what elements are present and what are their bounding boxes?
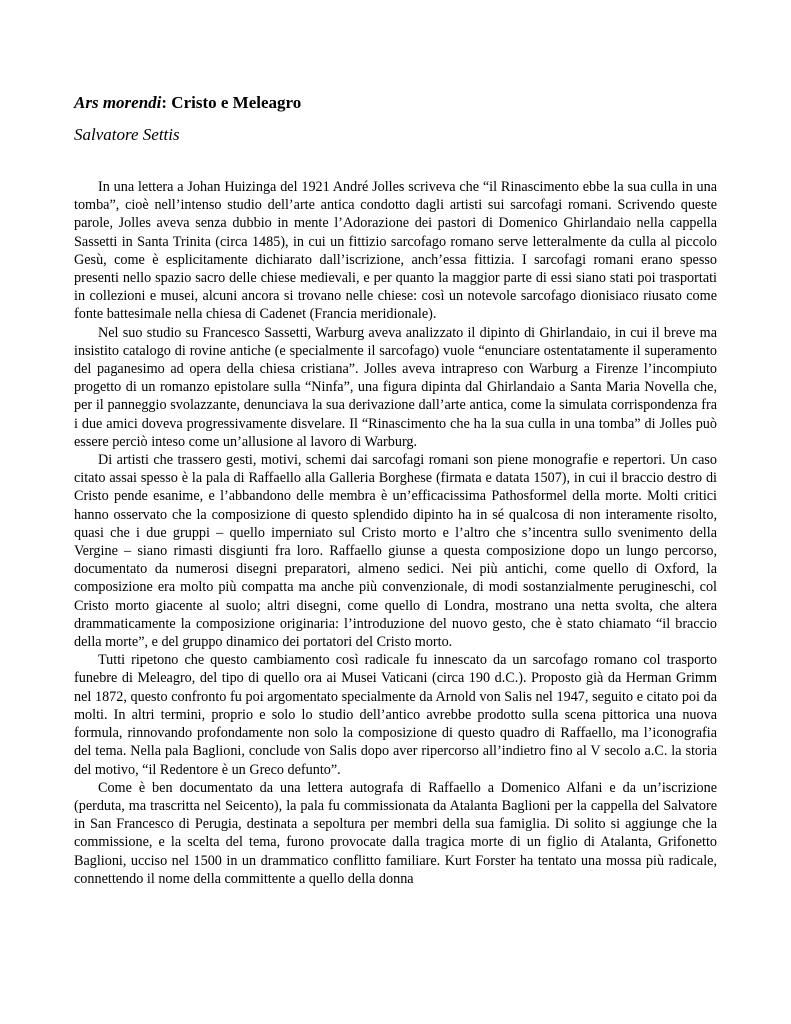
paragraph: In una lettera a Johan Huizinga del 1921 André Jolles scriveva che “il Rinascimento ebbe la sua culla in una tomba”, cioè nell’intenso studio dell’arte antica condotto dagli artisti sui sarcofagi romani. Scrivendo queste parole, Jolles aveva senza dubbio in mente l’Adorazione dei pastori di Domenico Ghirlandaio nella cappella Sassetti in Santa Trinita (circa 1485), in cui un fittizio sarcofago romano serve letteralmente da culla al piccolo Gesù, come è esplicitamente dichiarato dall’iscrizione, anch’essa fittizia. I sarcofagi romani erano spesso presenti nello spazio sacro delle chiese medievali, e per quanto la maggior parte di essi siano stati poi trasportati in collezioni e musei, alcuni ancora si trovano nelle chiese: così un notevole sarcofago dionisiaco riusato come fonte battesimale nella chiesa di Cadenet (Francia meridionale).	[74, 179, 717, 323]
article-title-italic: Ars morendi	[74, 93, 162, 112]
article-body	[74, 178, 717, 888]
article-title-rest: : Cristo e Meleagro	[161, 93, 302, 112]
document-page	[74, 90, 717, 888]
paragraph: Tutti ripetono che questo cambiamento così radicale fu innescato da un sarcofago romano col trasporto funebre di Meleagro, del tipo di quello ora ai Musei Vaticani (circa 190 d.C.). Proposto già da Herman Grimm nel 1872, questo confronto fu poi argomentato specialmente da Arnold von Salis nel 1947, seguito e citato poi da molti. In altri termini, proprio e solo lo studio dell’antico avrebbe prodotto sulla scena pittorica una nuova formula, rinnovando profondamente non solo la composizione di questo quadro di Raffaello, ma l’iconografia del tema. Nella pala Baglioni, conclude von Salis dopo aver ripercorso all’indietro fino al V secolo a.C. la storia del motivo, “il Redentore è un Greco defunto”.	[74, 652, 717, 778]
paragraph: Di artisti che trassero gesti, motivi, schemi dai sarcofagi romani son piene monografie e repertori. Un caso citato assai spesso è la pala di Raffaello alla Galleria Borghese (firmata e datata 1507), in cui il braccio destro di Cristo pende esanime, e l’abbandono delle membra è un’efficacissima Pathosformel della morte. Molti critici hanno osservato che la composizione di questo splendido dipinto ha in sé qualcosa di non interamente risolto, quasi che i due gruppi – quello imperniato sul Cristo morto e l’altro che s’incentra sullo svenimento della Vergine – siano rimasti disgiunti fra loro. Raffaello giunse a questa composizione dopo un lungo percorso, documentato da numerosi disegni preparatori, almeno sedici. Nei più antichi, come quello di Oxford, la composizione era molto più compatta ma anche più convenzionale, di modi sostanzialmente perugineschi, col Cristo morto giacente al suolo; altri disegni, come quello di Londra, mostrano una netta svolta, che altera drammaticamente la composizione originaria: l’introduzione del nuovo gesto, che è stato chiamato “il braccio della morte”, e del gruppo dinamico dei portatori del Cristo morto.	[74, 452, 717, 651]
paragraph: Come è ben documentato da una lettera autografa di Raffaello a Domenico Alfani e da un’iscrizione (perduta, ma trascritta nel Seicento), la pala fu commissionata da Atalanta Baglioni per la cappella del Salvatore in San Francesco di Perugia, destinata a sepoltura per membri della sua famiglia. Di solito si aggiunge che la commissione, e la scelta del tema, furono provocate dalla tragica morte di un figlio di Atalanta, Grifonetto Baglioni, ucciso nel 1500 in un drammatico conflitto familiare. Kurt Forster ha tentato una mossa più radicale, connettendo il nome della committente a quello della donna	[74, 779, 717, 887]
article-title	[74, 90, 717, 116]
paragraph: Nel suo studio su Francesco Sassetti, Warburg aveva analizzato il dipinto di Ghirlandaio, in cui il breve ma insistito catalogo di rovine antiche (e specialmente il sarcofago) vuole “enunciare ostentatamente il superamento del paganesimo ad opera della chiesa cristiana”. Jolles aveva intrapreso con Warburg a Firenze l’incompiuto progetto di un romanzo epistolare sulla “Ninfa”, una figura dipinta dal Ghirlandaio a Santa Maria Novella che, per il panneggio svolazzante, denunciava la sua derivazione dall’arte antica, come la simulata corrispondenza fra i due amici doveva progressivamente disvelare. Il “Rinascimento che ha la sua culla in una tomba” di Jolles può essere perciò inteso come un’allusione al lavoro di Warburg.	[74, 324, 717, 450]
article-author: Salvatore Settis	[74, 125, 180, 144]
